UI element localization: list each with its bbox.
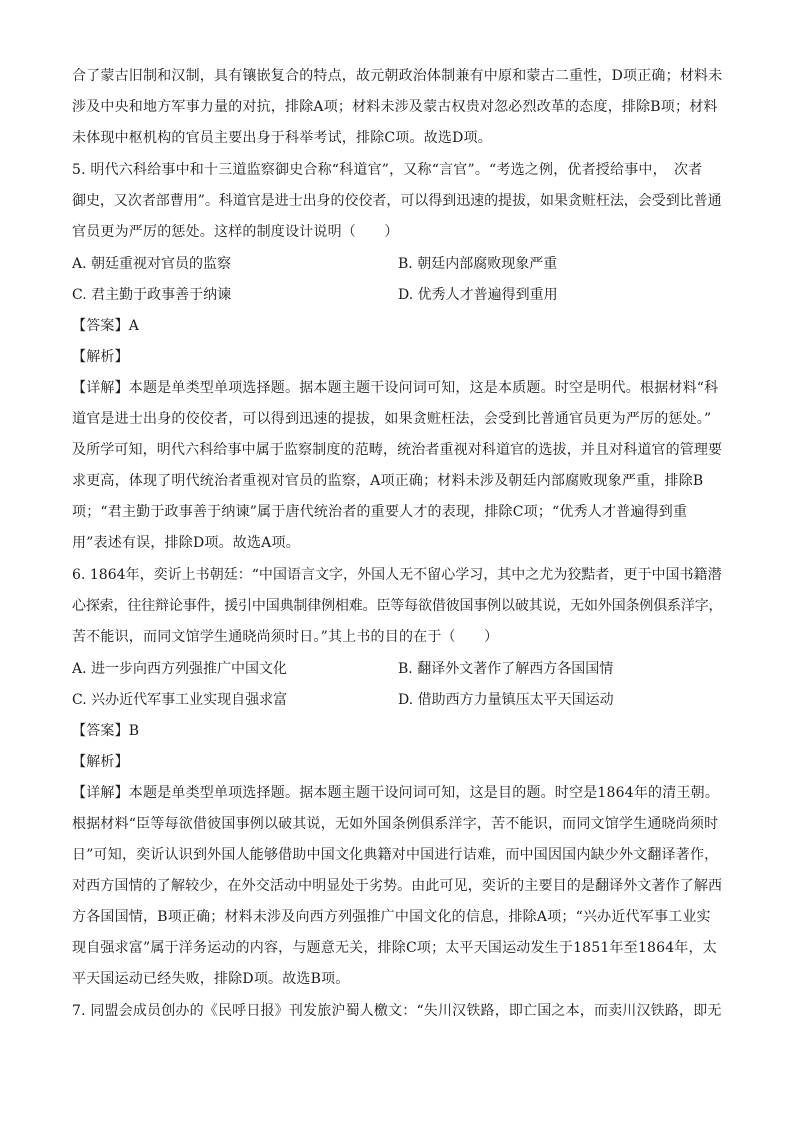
q6-stem-line: 苦不能识，而同文馆学生通晓尚须时日。”其上书的目的在于（ ） <box>72 629 499 645</box>
q5-option-c: C. 君主勤于政事善于纳谏 <box>72 287 232 303</box>
q6-detail-line: 对西方国情的了解较少，在外交活动中明显处于劣势。由此可见，奕䜣的主要目的是翻译外文著作了解西 <box>72 878 723 894</box>
q5-option-a: A. 朝廷重视对官员的监察 <box>72 256 232 272</box>
q6-detail-line: 平天国运动已经失败，排除D项。故选B项。 <box>72 971 350 987</box>
q5-option-d: D. 优秀人才普遍得到重用 <box>398 287 558 303</box>
q5-analysis-label: 【解析】 <box>72 349 129 365</box>
q6-detail-line: 【详解】本题是单类型单项选择题。据本题主题干设问词可知，这是目的题。时空是1864年的清王朝。 <box>72 785 720 801</box>
q6-detail-line: 现自强求富”属于洋务运动的内容，与题意无关，排除C项；太平天国运动发生于1851年至1864年，太 <box>72 940 717 956</box>
q6-detail-line: 方各国国情，B项正确；材料未涉及向西方列强推广中国文化的信息，排除A项；“兴办近代军事工业实 <box>72 909 711 925</box>
q5-detail-line: 项；“君主勤于政事善于纳谏”属于唐代统治者的重要人才的表现，排除C项；“优秀人才普遍得到重 <box>72 504 688 520</box>
q5-option-b: B. 朝廷内部腐败现象严重 <box>398 256 558 272</box>
q6-detail-line: 日”可知，奕䜣认识到外国人能够借助中国文化典籍对中国进行诘难，而中国因国内缺少外文翻译著作， <box>72 847 719 863</box>
q5-detail-line: 用”表述有误，排除D项。故选A项。 <box>72 535 300 551</box>
q5-detail-line: 【详解】本题是单类型单项选择题。据本题主题干设问词可知，这是本质题。时空是明代。根据材料“科 <box>72 380 719 396</box>
q5-stem-line: 官员更为严厉的惩处。这样的制度设计说明（ ） <box>72 224 399 240</box>
q5-answer: 【答案】A <box>72 318 140 334</box>
q5-detail-line: 及所学可知，明代六科给事中属于监察制度的范畴，统治者重视对科道官的选拔，并且对科道官的管理要 <box>72 442 723 458</box>
q5-detail-line: 道官是进士出身的佼佼者，可以得到迅速的提拔，如果贪赃枉法，会受到比普通官员更为严厉的惩处。” <box>72 411 712 427</box>
q6-analysis-label: 【解析】 <box>72 754 129 770</box>
q7-stem-line: 7. 同盟会成员创办的《民呼日报》刊发旅沪蜀人檄文：“失川汉铁路，即亡国之本，而卖川汉铁路，即无 <box>72 1003 722 1019</box>
q6-stem-line: 6. 1864年，奕䜣上书朝廷：“中国语言文字，外国人无不留心学习，其中之尤为狡黠者，更于中国书籍潜 <box>72 567 722 583</box>
q6-stem-line: 心探索，往往辩论事件，援引中国典制律例相难。臣等每欲借彼国事例以破其说，无如外国条例俱系洋字， <box>72 598 723 614</box>
q6-option-a: A. 进一步向西方列强推广中国文化 <box>72 661 288 677</box>
q6-answer: 【答案】B <box>72 723 140 739</box>
q6-option-c: C. 兴办近代军事工业实现自强求富 <box>72 692 288 708</box>
q5-stem-line: 御史，又次者部曹用”。科道官是进士出身的佼佼者，可以得到迅速的提拔，如果贪赃枉法，会受到比普通 <box>72 193 722 209</box>
q6-option-d: D. 借助西方力量镇压太平天国运动 <box>398 692 614 708</box>
q5-detail-line: 求更高，体现了明代统治者重视对官员的监察，A项正确；材料未涉及朝廷内部腐败现象严重，排除B <box>72 473 704 489</box>
intro-line: 涉及中央和地方军事力量的对抗，排除A项；材料未涉及蒙古权贵对忽必烈改革的态度，排除B项；材料 <box>72 99 718 115</box>
q6-detail-line: 根据材料“臣等每欲借彼国事例以破其说，无如外国条例俱系洋字，苦不能识，而同文馆学生通晓尚须时 <box>72 816 719 832</box>
intro-line: 合了蒙古旧制和汉制，具有镶嵌复合的特点，故元朝政治体制兼有中原和蒙古二重性，D项正确；材料未 <box>72 68 723 84</box>
intro-line: 未体现中枢机构的官员主要出身于科举考试，排除C项。故选D项。 <box>72 130 492 146</box>
q5-stem-line: 5. 明代六科给事中和十三道监察御史合称“科道官”，又称“言官”。“考选之例，优者授给事中， 次者 <box>72 162 703 178</box>
q6-option-b: B. 翻译外文著作了解西方各国国情 <box>398 661 614 677</box>
